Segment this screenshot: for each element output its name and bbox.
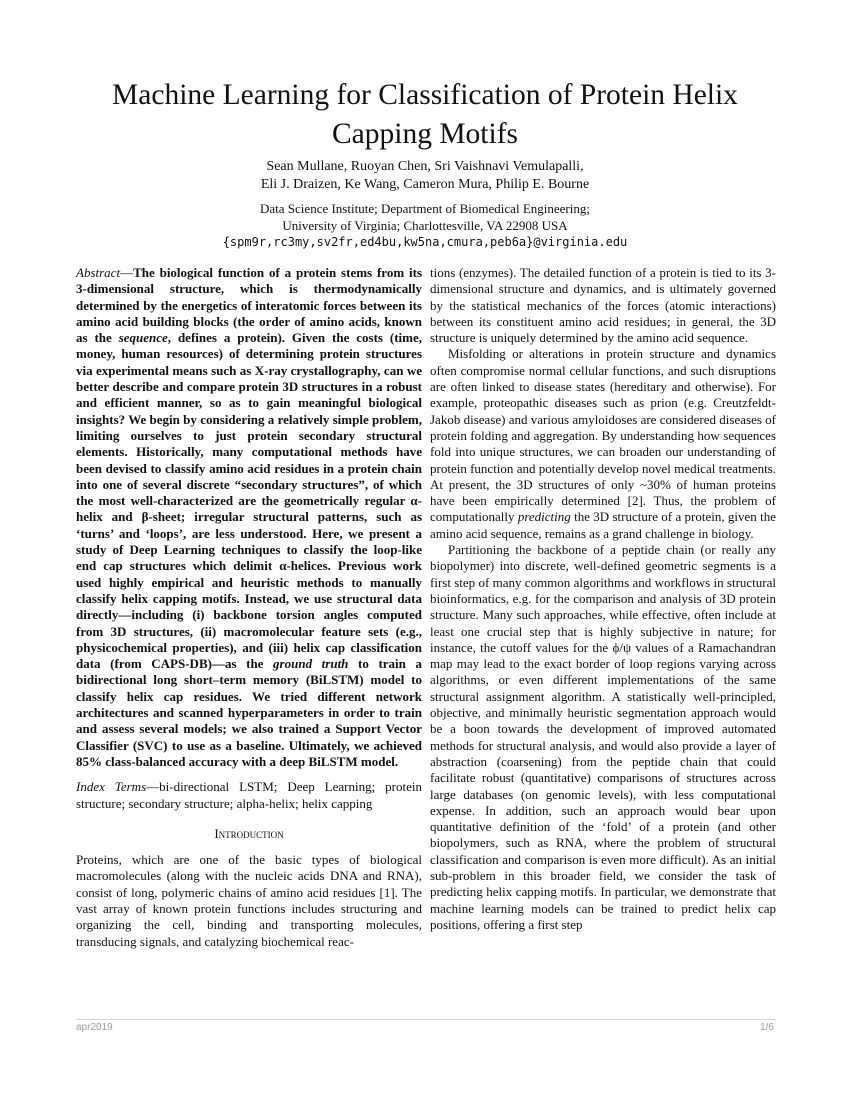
abstract-dash: — xyxy=(120,265,134,280)
intro-paragraph-continued: tions (enzymes). The detailed function of a protein is tied to its 3-dimensional structure and dynamics, and is ultimately governed by the statistical mechanics of the forces (atomic interactions) between its constituent amino acid residues; in general, the 3D structure is uniquely determined by the amino acid sequence. xyxy=(430,265,776,346)
author-list xyxy=(60,158,790,194)
footer-rule xyxy=(76,1019,776,1020)
left-column xyxy=(76,265,422,950)
index-terms-text: bi-directional LSTM; Deep Learning; protein structure; secondary structure; alpha-helix; helix capping xyxy=(76,779,422,811)
footer-date: apr2019 xyxy=(76,1022,113,1033)
right-column xyxy=(430,265,776,933)
intro-paragraph-2-text: the 3D structure of a protein, given the amino acid sequence, remains as a grand challenge in biology. xyxy=(430,509,777,541)
section-heading-introduction: Introduction xyxy=(214,825,284,841)
abstract xyxy=(76,265,422,770)
abstract-text: , defines a protein). Given the costs (time, money, human resources) of determining protein structures via experimental means such as X-ray crystallography, can we better describe and compare protein 3D structures in a robust and efficient manner, so as to gain meaningful biological insights? We begin by considering a relatively simple problem, limiting ourselves to just protein secondary structural elements. Historically, many computational methods have been devised to classify amino acid residues in a protein chain into one of several discrete “secondary structures”, of which the most well-characterized are the geometrically regular α-helix and β-sheet; irregular structural patterns, such as ‘turns’ and ‘loops’, are less understood. Here, we present a study of Deep Learning techniques to classify the loop-like end cap structures which delimit α-helices. Previous work used highly empirical and heuristic methods to manually classify helix capping motifs. Instead, we use structural data directly—including (i) backbone torsion angles computed from 3D structures, (ii) macromolecular feature sets (e.g., physicochemical properties), and (iii) helix cap classification data (from CAPS-DB)—as the xyxy=(76,330,422,672)
index-terms-label: Index Terms xyxy=(76,779,147,795)
intro-emphasis: predicting xyxy=(517,509,571,525)
page-number: 1/6 xyxy=(760,1022,774,1033)
affiliation-line: Data Science Institute; Department of Biomedical Engineering; xyxy=(260,201,590,216)
abstract-text: The biological function of a protein stems from its 3-dimensional structure, which is thermodynamically determined by the energetics of interatomic forces between its amino acid building blocks (the order of amino acids, known as the xyxy=(76,265,422,346)
intro-paragraph xyxy=(76,852,422,950)
index-terms-dash: — xyxy=(146,779,160,795)
abstract-text: to train a bidirectional long short–term memory (BiLSTM) model to classify helix cap residues. We tried different network architectures and scanned hyperparameters in order to train and assess several models; we also trained a Support Vector Classifier (SVC) to use as a baseline. Ultimately, we achieved 85% class-balanced accuracy with a deep BiLSTM model. xyxy=(76,656,422,769)
intro-paragraph xyxy=(430,542,776,933)
abstract-emphasis: sequence xyxy=(118,330,168,346)
paper-title: Machine Learning for Classification of Protein Helix Capping Motifs xyxy=(112,79,738,150)
author-line: Eli J. Draizen, Ke Wang, Cameron Mura, Philip E. Bourne xyxy=(260,177,590,192)
affiliation xyxy=(60,200,790,234)
author-line: Sean Mullane, Ruoyan Chen, Sri Vaishnavi Vemulapalli, xyxy=(266,159,584,174)
author-emails: {spm9r,rc3my,sv2fr,ed4bu,kw5na,cmura,peb6a}@virginia.edu xyxy=(222,235,628,249)
abstract-emphasis: ground truth xyxy=(273,656,349,672)
intro-paragraph xyxy=(430,346,776,542)
intro-paragraph-3-text: Partitioning the backbone of a peptide chain (or really any biopolymer) into discrete, well-defined geometric segments is a first step of many common algorithms and workflows in structural bioinformatics, e.g. for the comparison and analysis of 3D protein structure. Many such approaches, while effective, often include at least one crucial step that is highly subjective in nature; for instance, the cutoff values for the ϕ/ψ values of a Ramachandran map may lead to the exact border of loop regions varying across algorithms, or even different implementations of the same structural assignment algorithm. A statistically well-principled, objective, and minimally heuristic segmentation approach would be a boon towards the development of improved automated methods for structural analysis, and would also provide a layer of abstraction (coarsening) from the peptide chain that could facilitate robust (quantitative) comparisons of structures across large databases (on genomic levels), with less computational expense. In addition, such an approach would bear upon quantitative definition of the ‘fold’ of a protein (and other biopolymers, such as RNA, where the problem of structural classification and comparison is even more difficult). As an initial sub-problem in this broader field, we consider the task of predicting helix capping motifs. In particular, we demonstrate that machine learning models can be trained to predict helix cap positions, offering a first step xyxy=(430,542,776,932)
affiliation-line: University of Virginia; Charlottesville, VA 22908 USA xyxy=(282,218,568,233)
intro-paragraph-2-text: Misfolding or alterations in protein structure and dynamics often compromise normal cellular functions, and such disruptions are often linked to disease states (hereditary and otherwise). For example, proteopathic diseases such as prion (e.g. Creutzfeldt-Jakob disease) and various amyloidoses are considered diseases of protein folding and aggregation. By understanding how sequences fold into unique structures, we can broaden our understanding of protein function and potentially develop novel medical treatments. At present, the 3D structures of only ~30% of human proteins have been empirically determined [2]. Thus, the problem of computationally xyxy=(430,346,776,525)
abstract-label: Abstract xyxy=(76,265,121,280)
intro-paragraph-1-text: Proteins, which are one of the basic types of biological macromolecules (along with the nucleic acids DNA and RNA), consist of long, polymeric chains of amino acid residues [1]. The vast array of known protein functions includes structuring and organizing the cell, binding and transporting molecules, transducing signals, and catalyzing biochemical reac- xyxy=(76,852,422,949)
index-terms xyxy=(76,779,422,812)
